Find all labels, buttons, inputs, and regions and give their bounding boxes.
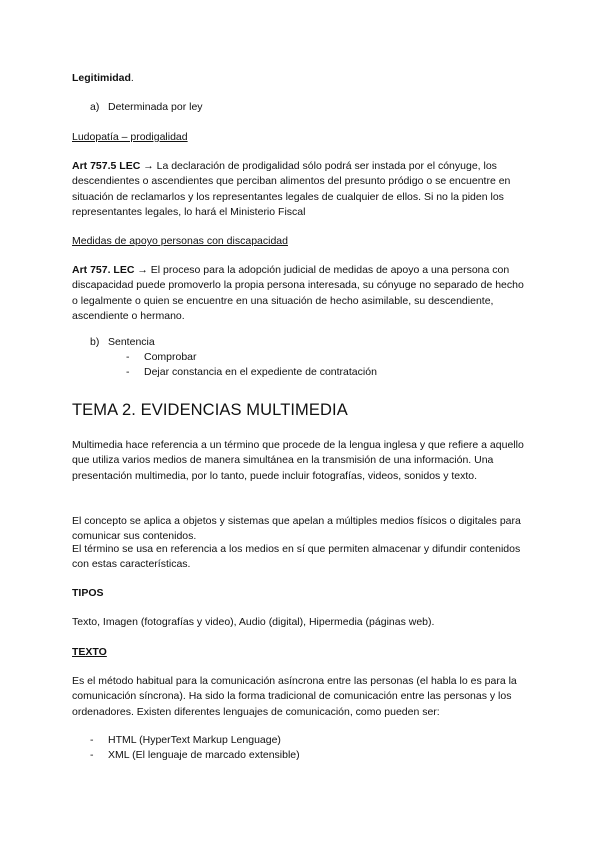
list-a-text: Determinada por ley — [108, 101, 203, 113]
list-dash: - — [90, 749, 94, 761]
art-757-text: → El proceso para la adopción judicial de medidas de apoyo a una persona con discapacidad puede promoverlo la propia persona interesada, su cónyuge no separado de hecho o legalmente o quien se encuentre en una situación de hecho asimilable, su descendiente, ascendiente o hermano. — [72, 264, 524, 322]
termino-paragraph: El término se usa en referencia a los medios en sí que permiten almacenar y difundir contenidos con estas características. — [72, 543, 521, 571]
sub-bullet-dash: - — [126, 351, 130, 363]
list-item-xml: XML (El lenguaje de marcado extensible) — [108, 749, 300, 761]
art-757-paragraph — [72, 263, 530, 324]
sub-bullet-item: Comprobar — [144, 351, 197, 363]
legitimidad-period: . — [130, 72, 134, 84]
legitimidad-title: Legitimidad — [72, 72, 131, 84]
art-757-label: Art 757. LEC — [72, 264, 135, 276]
sub-bullet-dash: - — [126, 366, 130, 378]
list-b-marker: b) — [90, 336, 100, 348]
list-item-html: HTML (HyperText Markup Lenguage) — [108, 734, 281, 746]
art-757-5-text: → La declaración de prodigalidad sólo podrá ser instada por el cónyuge, los descendientes o ascendientes que perciban alimentos del presunto pródigo o se encuentre en situación de reclamarlos y los representantes legales de cualquier de ellos. Si no la piden los representantes legales, lo hará el Ministerio Fiscal — [72, 160, 511, 218]
multimedia-paragraph: Multimedia hace referencia a un término que procede de la lengua inglesa y que refiere a aquello que utiliza varios medios de manera simultánea en la transmisión de una información. Una presentación multimedia, por lo tanto, puede incluir fotografías, videos, sonidos y texto. — [72, 439, 524, 482]
texto-paragraph: Es el método habitual para la comunicación asíncrona entre las personas (el habla lo es para la comunicación síncrona). Ha sido la forma tradicional de comunicación entre las personas y los ordenadores. Existen diferentes lenguajes de comunicación, como pueden ser: — [72, 675, 517, 718]
list-dash: - — [90, 734, 94, 746]
medidas-heading: Medidas de apoyo personas con discapacidad — [72, 235, 288, 247]
sub-bullet-item: Dejar constancia en el expediente de contratación — [144, 366, 377, 378]
list-a-marker: a) — [90, 101, 100, 113]
legitimidad-line — [72, 71, 530, 86]
list-b-text: Sentencia — [108, 336, 155, 348]
tipos-text: Texto, Imagen (fotografías y video), Audio (digital), Hipermedia (páginas web). — [72, 616, 435, 628]
ludopatia-heading: Ludopatía – prodigalidad — [72, 131, 188, 143]
tipos-heading: TIPOS — [72, 587, 104, 599]
concepto-paragraph: El concepto se aplica a objetos y sistemas que apelan a múltiples medios físicos o digitales para comunicar sus contenidos. — [72, 515, 521, 543]
texto-heading: TEXTO — [72, 646, 107, 658]
art-757-5-paragraph — [72, 159, 530, 220]
tema-title: TEMA 2. EVIDENCIAS MULTIMEDIA — [72, 401, 348, 419]
art-757-5-label: Art 757.5 LEC — [72, 160, 141, 172]
